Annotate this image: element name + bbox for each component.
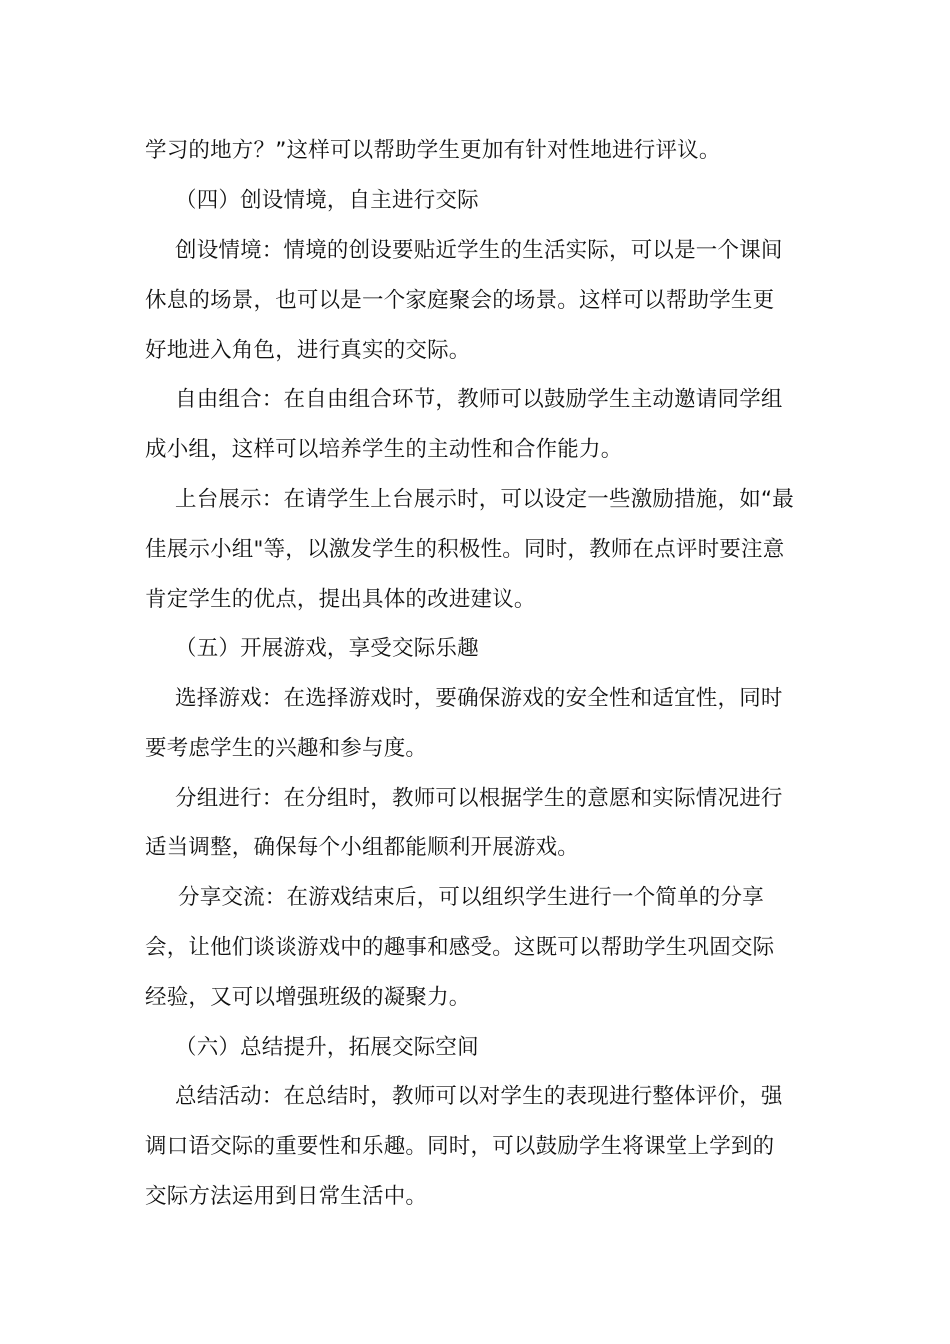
- text-line: 分享交流：在游戏结束后，可以组织学生进行一个简单的分享: [178, 885, 764, 910]
- text-line: 肯定学生的优点，提出具体的改进建议。: [145, 587, 536, 612]
- text-line: 佳展示小组"等，以激发学生的积极性。同时，教师在点评时要注意: [145, 537, 785, 562]
- text-line: 选择游戏：在选择游戏时，要确保游戏的安全性和适宜性，同时: [175, 686, 783, 711]
- text-line: 成小组，这样可以培养学生的主动性和合作能力。: [145, 437, 623, 462]
- section-heading: （六）总结提升，拓展交际空间: [175, 1035, 479, 1060]
- section-heading: （五）开展游戏，享受交际乐趣: [175, 636, 479, 661]
- text-line: 自由组合：在自由组合环节，教师可以鼓励学生主动邀请同学组: [175, 387, 783, 412]
- text-line: 要考虑学生的兴趣和参与度。: [145, 736, 428, 761]
- text-line: 上台展示：在请学生上台展示时，可以设定一些激励措施，如“最: [175, 487, 794, 512]
- text-line: 创设情境：情境的创设要贴近学生的生活实际，可以是一个课间: [175, 238, 783, 263]
- section-heading: （四）创设情境，自主进行交际: [175, 188, 479, 213]
- text-line: 好地进入角色，进行真实的交际。: [145, 338, 471, 363]
- text-line: 总结活动：在总结时，教师可以对学生的表现进行整体评价，强: [175, 1084, 783, 1109]
- text-line: 分组进行：在分组时，教师可以根据学生的意愿和实际情况进行: [175, 786, 783, 811]
- text-line: 休息的场景，也可以是一个家庭聚会的场景。这样可以帮助学生更: [145, 288, 775, 313]
- text-line: 学习的地方？”这样可以帮助学生更加有针对性地进行评议。: [145, 138, 721, 163]
- text-line: 适当调整，确保每个小组都能顺利开展游戏。: [145, 835, 580, 860]
- text-line: 会，让他们谈谈游戏中的趣事和感受。这既可以帮助学生巩固交际: [145, 935, 775, 960]
- text-line: 调口语交际的重要性和乐趣。同时，可以鼓励学生将课堂上学到的: [145, 1134, 775, 1159]
- text-line: 经验，又可以增强班级的凝聚力。: [145, 985, 471, 1010]
- text-line: 交际方法运用到日常生活中。: [145, 1184, 428, 1209]
